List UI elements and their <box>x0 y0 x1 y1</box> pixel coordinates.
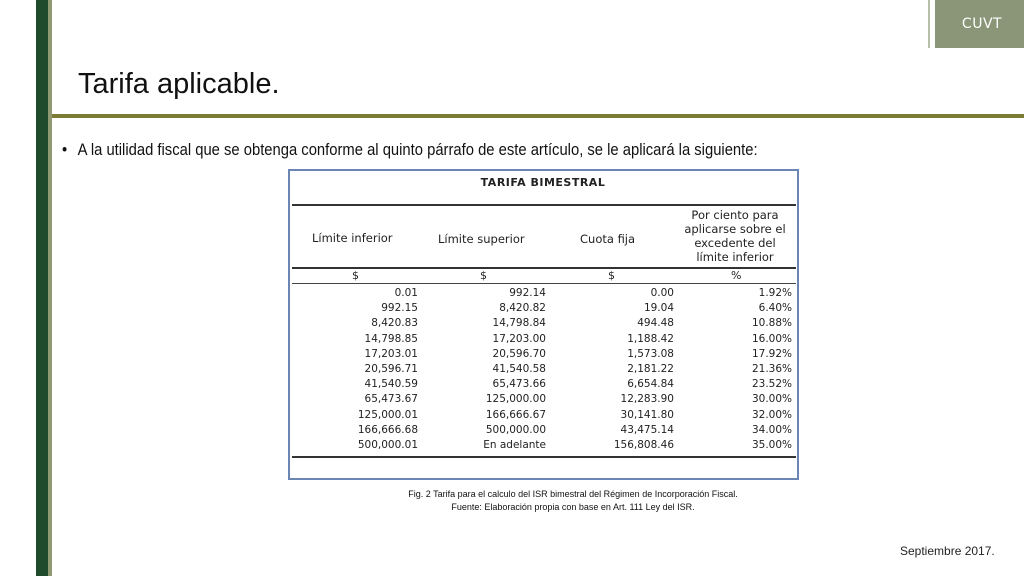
unit-col2: $ <box>480 269 487 282</box>
cell-por-ciento: 1.92% <box>758 287 792 299</box>
unit-col4: % <box>731 269 742 282</box>
cell-cuota-fija: 30,141.80 <box>620 408 674 421</box>
cell-limite-inferior: 0.01 <box>394 287 418 299</box>
footer-date: Septiembre 2017. <box>900 544 995 558</box>
header-limite-inferior: Límite inferior <box>312 231 393 245</box>
header-rule <box>292 267 796 269</box>
cell-por-ciento: 35.00% <box>751 439 792 451</box>
cell-limite-inferior: 992.15 <box>381 302 418 315</box>
table-row <box>290 317 796 332</box>
table-title: TARIFA BIMESTRAL <box>480 176 606 189</box>
table-row <box>290 348 796 363</box>
cell-por-ciento: 34.00% <box>751 423 792 436</box>
caption-line-2: Fuente: Elaboración propia con base en Art. 111 Ley del ISR. <box>451 502 695 512</box>
table-row <box>290 439 796 454</box>
cell-limite-superior: 20,596.70 <box>492 347 546 360</box>
header-pct-line-4: límite inferior <box>696 250 774 264</box>
unit-col3: $ <box>608 269 615 282</box>
cell-por-ciento: 17.92% <box>751 347 792 360</box>
cell-cuota-fija: 1,188.42 <box>627 332 674 345</box>
header-pct-line-3: excedente del <box>694 236 776 250</box>
header-por-ciento <box>670 208 799 264</box>
cell-cuota-fija: 2,181.22 <box>627 363 674 375</box>
cell-limite-inferior: 65,473.67 <box>364 393 418 406</box>
cell-limite-superior: 125,000.00 <box>485 393 546 406</box>
cell-limite-superior: 500,000.00 <box>485 423 546 436</box>
header-limite-superior: Límite superior <box>438 232 525 246</box>
cell-limite-superior: En adelante <box>483 439 546 451</box>
unit-col1: $ <box>352 269 359 282</box>
cell-cuota-fija: 43,475.14 <box>620 423 674 436</box>
header-pct-line-1: Por ciento para <box>691 208 779 222</box>
left-accent-stripe <box>48 0 52 576</box>
left-accent-bar <box>36 0 48 576</box>
cell-limite-superior: 8,420.82 <box>499 302 546 315</box>
tariff-table <box>288 169 799 480</box>
cell-por-ciento: 10.88% <box>751 317 792 330</box>
cell-limite-inferior: 14,798.85 <box>364 332 418 345</box>
slide-title: Tarifa aplicable. <box>78 68 280 100</box>
cell-cuota-fija: 12,283.90 <box>620 393 674 406</box>
cell-limite-superior: 41,540.58 <box>492 363 546 375</box>
table-top-rule <box>292 204 796 206</box>
bullet-text: A la utilidad fiscal que se obtenga conforme al quinto párrafo de este artículo, se le aplicará la siguiente: <box>77 140 758 159</box>
header-cuota-fija: Cuota fija <box>580 232 636 246</box>
cell-limite-inferior: 125,000.01 <box>357 408 418 421</box>
table-row <box>290 393 796 408</box>
figure-caption <box>290 488 856 514</box>
cell-limite-superior: 166,666.67 <box>485 408 546 421</box>
table-row <box>290 333 796 348</box>
cell-cuota-fija: 1,573.08 <box>627 347 674 360</box>
cell-limite-inferior: 17,203.01 <box>364 347 418 360</box>
caption-line-1: Fig. 2 Tarifa para el calculo del ISR bimestral del Régimen de Incorporación Fiscal. <box>408 489 738 499</box>
cell-por-ciento: 6.40% <box>758 302 792 315</box>
cell-por-ciento: 16.00% <box>751 332 792 345</box>
table-row <box>290 378 796 393</box>
cell-cuota-fija: 0.00 <box>650 287 674 299</box>
header-pct-line-2: aplicarse sobre el <box>684 222 786 236</box>
table-bottom-rule <box>292 456 796 458</box>
cell-cuota-fija: 6,654.84 <box>627 378 674 391</box>
cell-limite-superior: 14,798.84 <box>492 317 546 330</box>
cell-por-ciento: 30.00% <box>751 393 792 406</box>
table-row <box>290 409 796 424</box>
cell-por-ciento: 23.52% <box>751 378 792 391</box>
cell-por-ciento: 32.00% <box>751 408 792 421</box>
title-divider <box>52 114 1024 118</box>
cell-limite-inferior: 41,540.59 <box>364 378 418 391</box>
cell-limite-superior: 992.14 <box>509 287 546 299</box>
table-row <box>290 363 796 378</box>
cell-limite-superior: 65,473.66 <box>492 378 546 391</box>
cell-limite-inferior: 500,000.01 <box>357 439 418 451</box>
table-row <box>290 424 796 439</box>
table-row <box>290 287 796 302</box>
cell-limite-inferior: 8,420.83 <box>371 317 418 330</box>
logo-text: CUVT <box>961 16 1003 32</box>
table-row <box>290 302 796 317</box>
bullet-dot-icon: • <box>62 140 68 159</box>
units-rule <box>292 283 796 284</box>
cell-cuota-fija: 156,808.46 <box>613 439 674 451</box>
cell-limite-inferior: 20,596.71 <box>364 363 418 375</box>
cell-por-ciento: 21.36% <box>751 363 792 375</box>
cell-cuota-fija: 19.04 <box>643 302 674 315</box>
cell-limite-superior: 17,203.00 <box>492 332 546 345</box>
cuvt-logo <box>930 0 1024 48</box>
cell-limite-inferior: 166,666.68 <box>357 423 418 436</box>
cell-cuota-fija: 494.48 <box>637 317 674 330</box>
bullet-item <box>62 140 758 160</box>
